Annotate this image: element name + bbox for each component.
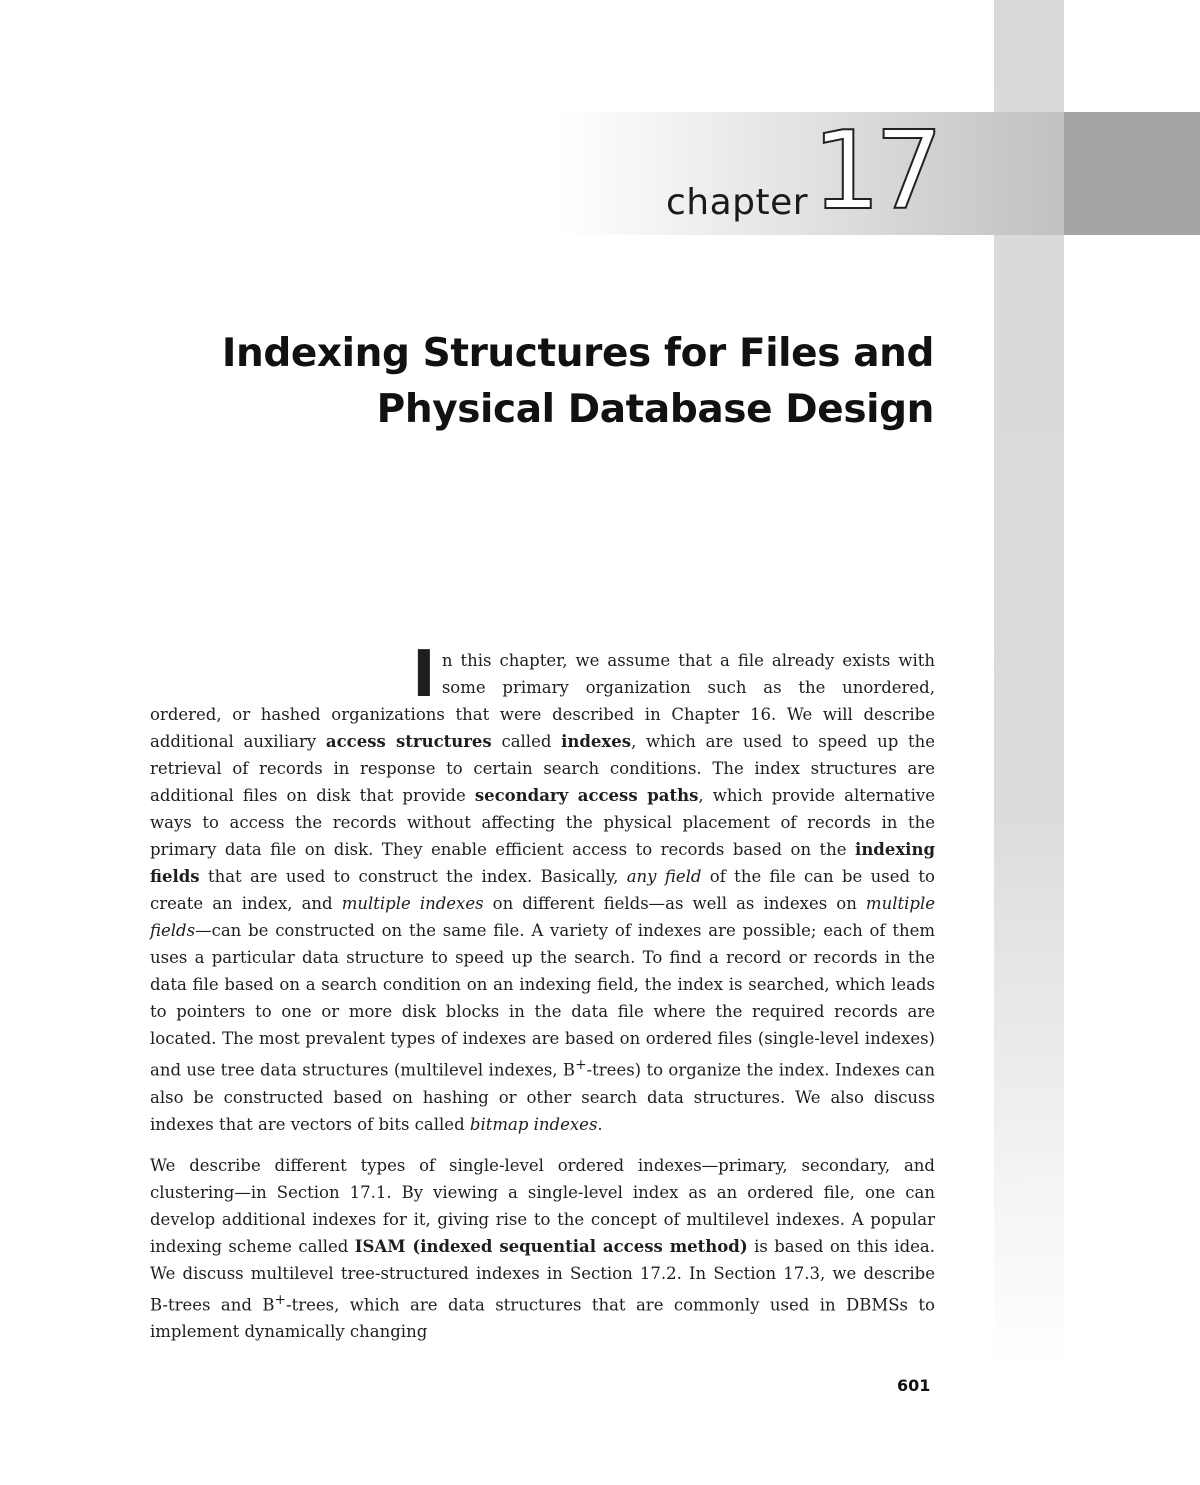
text-run: on different fields—as well as indexes on (483, 894, 866, 913)
text-run: -trees, which are data structures that are commonly used in DBMSs to implement dynamically changing (150, 1295, 935, 1341)
emphasis-bitmap-indexes: bitmap indexes (469, 1114, 598, 1134)
term-indexes: indexes (561, 732, 632, 751)
text-run: n this chapter, we assume that a file already exists with some primary organization such as the unordered, ordered, or hashed organizations that were described in Chapter 16. We will describe additional auxiliary (150, 651, 935, 751)
term-isam: ISAM (indexed sequential access method) (354, 1236, 748, 1256)
chapter-title (134, 326, 934, 438)
term-access-structures: access structures (325, 732, 492, 751)
emphasis-multiple-indexes: multiple indexes (341, 894, 484, 913)
text-run: , which provide alternative ways to access the records without affecting the physical placement of records in the primary data file on disk. They enable efficient access to records based on the (150, 786, 935, 859)
text-run: —can be constructed on the same file. A variety of indexes are possible; each of them uses a particular data structure to speed up the search. To find a record or records in the data file based on a search condition on an indexing field, the index is searched, which leads to pointers to one or more disk blocks in the data file where the required records are located. The most prevalent types of indexes are based on ordered files (single-level indexes) and use tree data structures (multilevel indexes, B (150, 921, 935, 1080)
text-run: of the file can be used to create an index, and (150, 867, 935, 913)
text-run: that are used to construct the index. Basically, (199, 867, 627, 886)
drop-cap: I (412, 638, 436, 712)
body-text (150, 638, 935, 1359)
second-paragraph (150, 1152, 935, 1346)
chapter-title-line-1: Indexing Structures for Files and (221, 331, 934, 376)
page-number: 601 (897, 1376, 931, 1395)
term-secondary-access-paths: secondary access paths (474, 786, 699, 805)
emphasis-any-field: any field (626, 867, 702, 886)
term-indexing-fields: indexing fields (150, 840, 935, 886)
chapter-title-line-2: Physical Database Design (376, 387, 934, 432)
text-run: -trees) to organize the index. Indexes can also be constructed based on hashing or other search data structures. We also discuss indexes that are vectors of bits called (150, 1060, 935, 1134)
chapter-label: chapter (666, 182, 809, 223)
text-run: , which are used to speed up the retrieval of records in response to certain search conditions. The index structures are additional files on disk that provide (150, 732, 935, 805)
text-run: called (491, 732, 562, 751)
superscript-plus: + (274, 1291, 287, 1308)
text-run: is based on this idea. We discuss multilevel tree-structured indexes in Section 17.2. In Section 17.3, we describe B-trees and B (150, 1236, 935, 1314)
text-run: We describe different types of single-level ordered indexes—primary, secondary, and clustering—in Section 17.1. By viewing a single-level index as an ordered file, one can develop additional indexes for it, giving rise to the concept of multilevel indexes. A popular indexing scheme called (150, 1155, 935, 1256)
superscript-plus: + (575, 1057, 587, 1073)
chapter-tab-block (1064, 112, 1200, 235)
chapter-number: 17 (812, 109, 938, 234)
text-run: . (597, 1114, 603, 1134)
emphasis-multiple-fields: multiple fields (150, 894, 935, 940)
intro-paragraph (150, 638, 935, 1138)
